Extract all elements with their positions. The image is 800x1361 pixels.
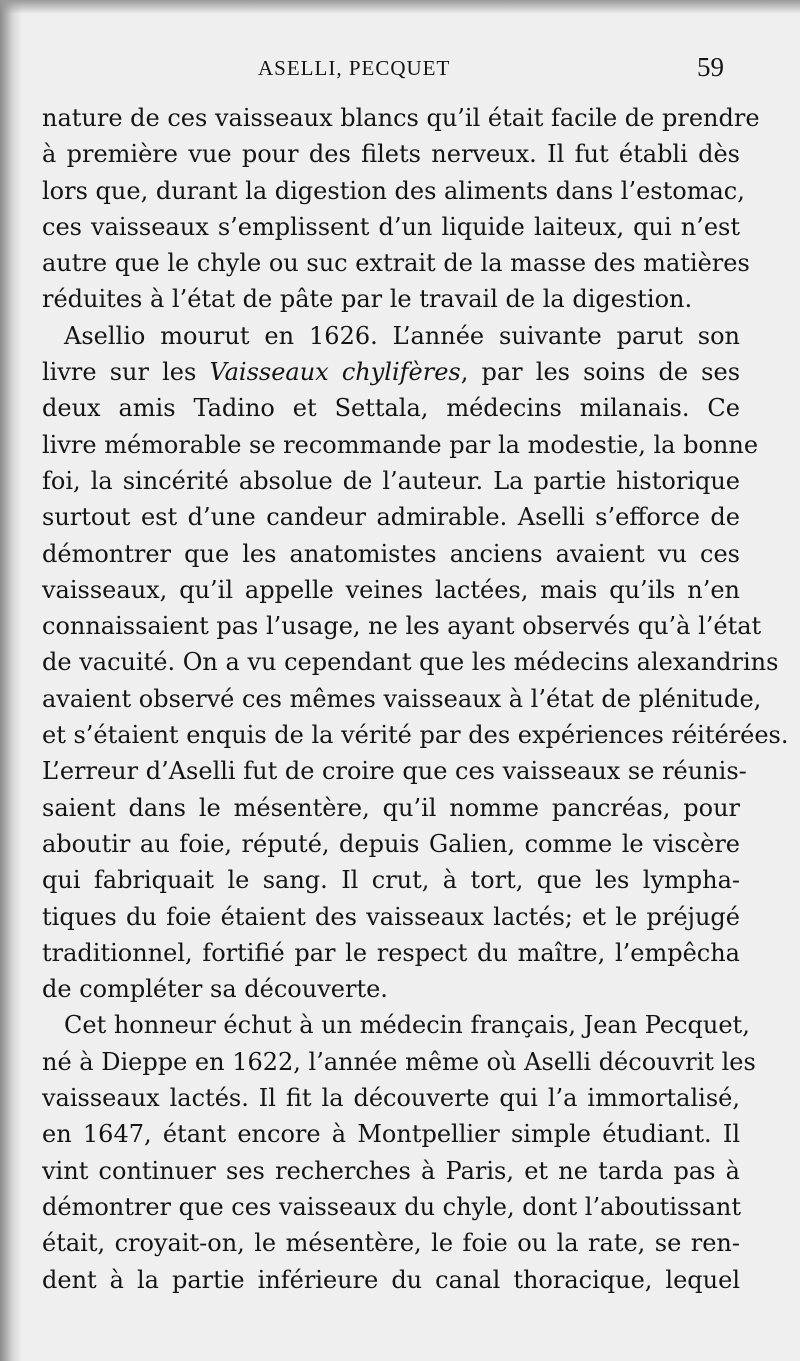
text-line: en 1647, étant encore à Montpellier simple étudiant. Il [42,1120,740,1149]
text-line: et s’étaient enquis de la vérité par des expériences réitérées. [42,721,789,750]
running-head [0,52,800,86]
text-line: livre mémorable se recommande par la modestie, la bonne [42,430,759,459]
text-line: de vacuité. On a vu cependant que les médecins alexandrins [42,648,779,677]
running-title: ASELLI, PECQUET [258,56,451,80]
text-line: avaient observé ces mêmes vaisseaux à l’état de plénitude, [42,684,762,713]
text-line: né à Dieppe en 1622, l’année même où Aselli découvrit les [42,1047,756,1076]
text-line-with-italic-title [42,354,740,390]
text-line: saient dans le mésentère, qu’il nomme pancréas, pour [42,793,740,822]
page-gutter-shadow [0,0,22,1361]
text-line: autre que le chyle ou suc extrait de la masse des matières [42,249,750,278]
text-line: vaisseaux lactés. Il fit la découverte qui l’a immortalisé, [42,1084,740,1113]
text-line: surtout est d’une candeur admirable. Aselli s’efforce de [42,503,740,532]
text-line: traditionnel, fortifié par le respect du maître, l’empêcha [42,938,740,967]
text-line: tiques du foie étaient des vaisseaux lactés; et le préjugé [42,902,740,931]
body-text [42,100,789,1298]
text-line: de compléter sa découverte. [42,975,388,1004]
text-line: lors que, durant la digestion des aliments dans l’estomac, [42,176,745,205]
text-line: Asellio mourut en 1626. L’année suivante parut son [64,321,740,350]
text-line: aboutir au foie, réputé, depuis Galien, comme le viscère [42,829,740,858]
text-line: qui fabriquait le sang. Il crut, à tort, que les lympha- [42,866,740,895]
text-run: , par les soins de ses [460,358,741,387]
italic-book-title: Vaisseaux chylifères [209,358,461,387]
text-line: réduites à l’état de pâte par le travail de la digestion. [42,285,693,314]
text-line: foi, la sincérité absolue de l’auteur. La partie historique [42,466,740,495]
text-line: à première vue pour des filets nerveux. Il fut établi dès [42,140,740,169]
page-number: 59 [697,52,724,82]
page-top-edge-shadow [0,0,800,14]
text-line: vaisseaux, qu’il appelle veines lactées, mais qu’ils n’en [42,575,740,604]
text-line: nature de ces vaisseaux blancs qu’il était facile de prendre [42,104,760,132]
text-line: était, croyait-on, le mésentère, le foie ou la rate, se ren- [42,1229,740,1258]
text-line: démontrer que ces vaisseaux du chyle, dont l’aboutissant [42,1192,742,1221]
text-line: deux amis Tadino et Settala, médecins milanais. Ce [42,394,740,423]
text-line: ces vaisseaux s’emplissent d’un liquide laiteux, qui n’est [42,212,740,241]
text-line: vint continuer ses recherches à Paris, et ne tarda pas à [42,1156,740,1185]
text-line: connaissaient pas l’usage, ne les ayant observés qu’à l’état [42,612,762,641]
text-line: Cet honneur échut à un médecin français, Jean Pecquet, [64,1011,750,1040]
text-line: démontrer que les anatomistes anciens avaient vu ces [42,539,740,568]
text-line: L’erreur d’Aselli fut de croire que ces vaisseaux se réunis- [42,757,747,786]
text-run: livre sur les [42,358,210,387]
text-line: dent à la partie inférieure du canal thoracique, lequel [42,1265,740,1294]
